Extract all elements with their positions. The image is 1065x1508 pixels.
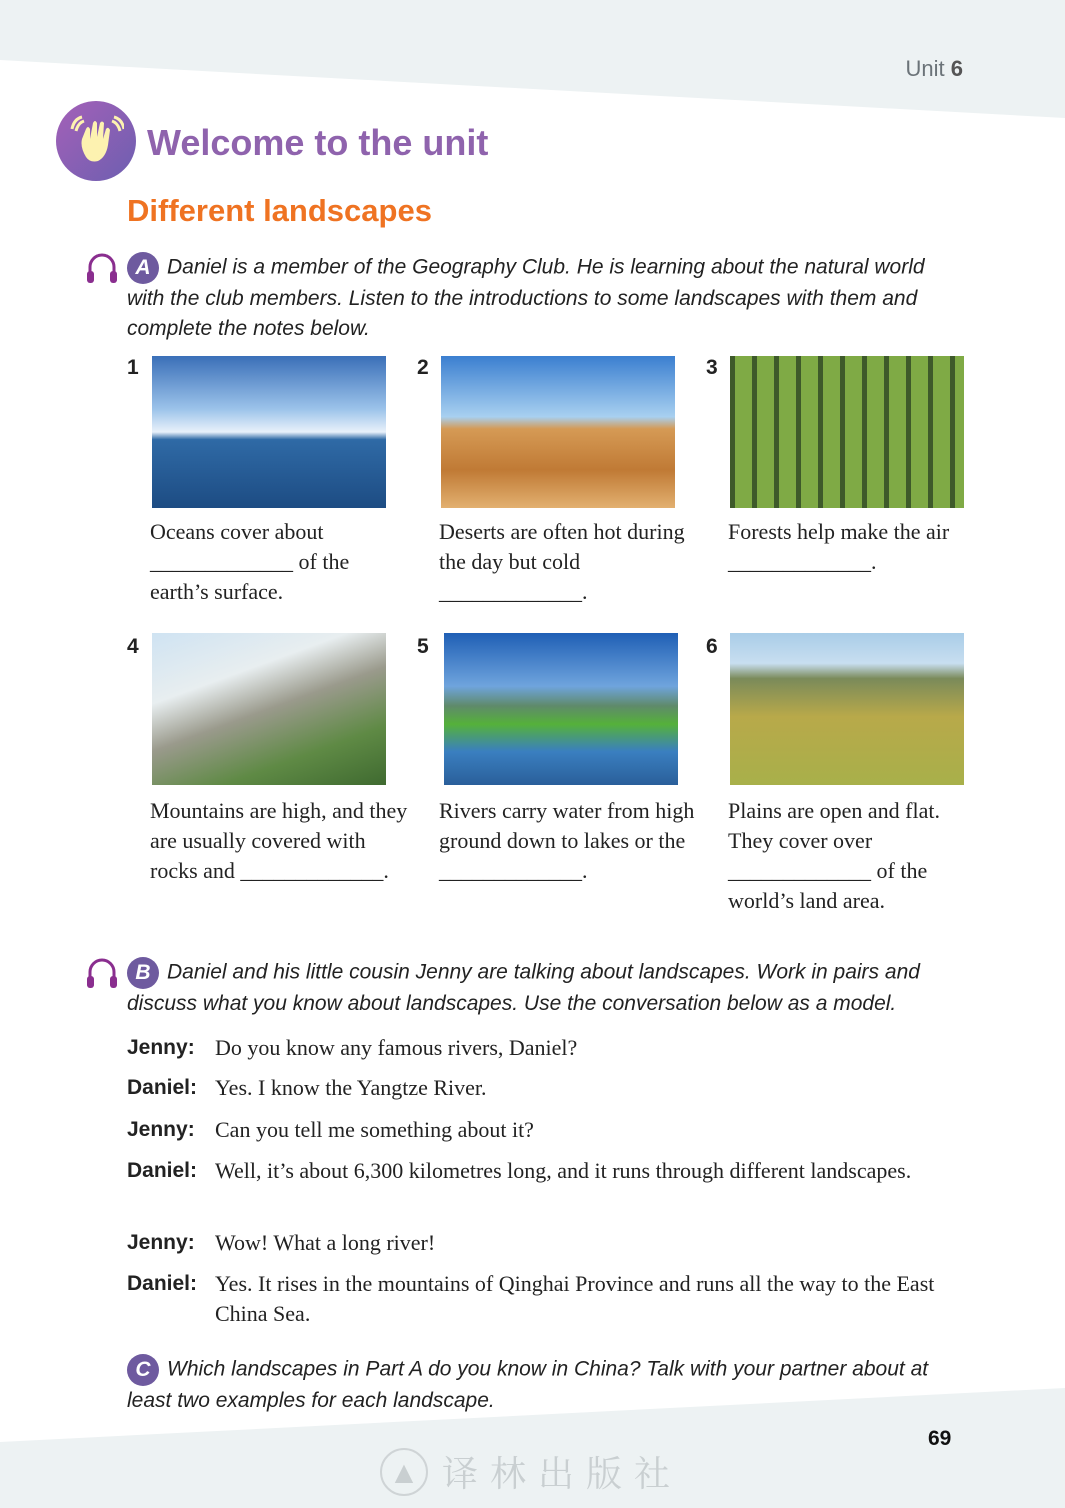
dialogue-line xyxy=(127,1269,955,1329)
line-text: Wow! What a long river! xyxy=(215,1230,436,1255)
item-number: 3 xyxy=(706,356,718,379)
forest-image xyxy=(730,356,964,508)
plain-image xyxy=(730,633,964,785)
unit-label xyxy=(906,56,964,82)
part-a-badge: A xyxy=(127,252,159,284)
caption: Rivers carry water from high ground down to lakes or the _____________. xyxy=(439,798,695,883)
speaker: Daniel: xyxy=(127,1159,198,1182)
part-b-instruction xyxy=(127,957,947,1019)
caption: Deserts are often hot during the day but cold _____________. xyxy=(439,519,685,604)
page-number: 69 xyxy=(928,1427,952,1450)
line-text: Can you tell me something about it? xyxy=(215,1117,534,1142)
desert-image xyxy=(441,356,675,508)
part-c-text: Which landscapes in Part A do you know in China? Talk with your partner about at least two examples for each landscape. xyxy=(127,1357,929,1412)
dialogue-line xyxy=(127,1156,955,1186)
caption: Mountains are high, and they are usually covered with rocks and _____________. xyxy=(150,798,408,883)
watermark-text: 译林出版社 xyxy=(442,1454,683,1495)
item-number: 6 xyxy=(706,635,718,658)
part-c-badge: C xyxy=(127,1354,159,1386)
line-text: Yes. I know the Yangtze River. xyxy=(215,1075,487,1100)
headphones-icon xyxy=(84,250,120,286)
caption: Oceans cover about _____________ of the earth’s surface. xyxy=(150,519,350,604)
river-image xyxy=(444,633,678,785)
speaker: Daniel: xyxy=(127,1076,198,1099)
publisher-watermark xyxy=(380,1446,682,1497)
dialogue-line xyxy=(127,1228,955,1258)
caption: Forests help make the air _____________. xyxy=(728,519,950,574)
part-a-text: Daniel is a member of the Geography Club. He is learning about the natural world with the club members. Listen to the introductions to some landscapes with them and complete the notes below. xyxy=(127,255,925,340)
speaker: Jenny: xyxy=(127,1036,195,1059)
dialogue-line xyxy=(127,1033,955,1063)
headphones-icon xyxy=(84,955,120,991)
caption: Plains are open and flat. They cover over _____________ of the world’s land area. xyxy=(728,798,940,913)
item-number: 4 xyxy=(127,635,139,658)
unit-text: Unit xyxy=(905,56,945,81)
line-text: Do you know any famous rivers, Daniel? xyxy=(215,1035,578,1060)
part-b-text: Daniel and his little cousin Jenny are talking about landscapes. Work in pairs and discuss what you know about landscapes. Use the conversation below as a model. xyxy=(127,960,920,1015)
speaker: Daniel: xyxy=(127,1272,198,1295)
unit-number: 6 xyxy=(950,56,963,81)
item-number: 2 xyxy=(417,356,429,379)
mountain-image xyxy=(152,633,386,785)
speaker: Jenny: xyxy=(127,1231,195,1254)
line-text: Yes. It rises in the mountains of Qinghai Province and runs all the way to the East China Sea. xyxy=(215,1271,935,1326)
tree-logo-icon: ▲ xyxy=(380,1448,428,1496)
part-c-instruction xyxy=(127,1354,947,1416)
speaker: Jenny: xyxy=(127,1118,195,1141)
ocean-image xyxy=(152,356,386,508)
section-title: Different landscapes xyxy=(127,193,432,228)
line-text: Well, it’s about 6,300 kilometres long, and it runs through different landscapes. xyxy=(215,1158,912,1183)
part-a-instruction xyxy=(127,252,947,344)
waving-hand-icon xyxy=(56,101,136,181)
dialogue-line xyxy=(127,1115,955,1145)
unit-title: Welcome to the unit xyxy=(147,122,489,163)
item-number: 1 xyxy=(127,356,139,379)
dialogue-line xyxy=(127,1073,955,1103)
part-b-badge: B xyxy=(127,957,159,989)
item-number: 5 xyxy=(417,635,429,658)
